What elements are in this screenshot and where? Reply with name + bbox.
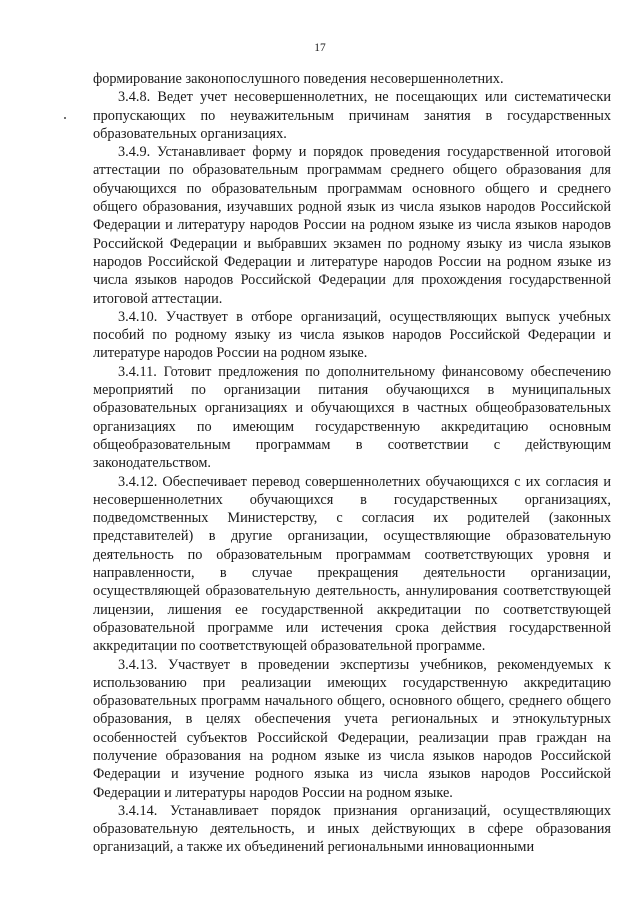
paragraph-3-4-10: 3.4.10. Участвует в отборе организаций, осуществляющих выпуск учебных пособий по родному языку из числа языков народов Российской Федерации и литературе народов России на родном языке. <box>93 308 611 362</box>
paragraph-3-4-8: 3.4.8. Ведет учет несовершеннолетних, не посещающих или систематически пропускающих по неуважительным причинам занятия в государственных образовательных организациях. <box>93 89 611 142</box>
paragraph-3-4-12: 3.4.12. Обеспечивает перевод совершеннолетних обучающихся с их согласия и несовершеннолетних обучающихся в государственных организациях, подведомственных Министерству, с согласия их родителей (законных представителей) в другие организации, осуществляющие образовательную деятельность по образовательным программам соответствующих уровня и направленности, в случае прекращения деятельности организации, осуществляющей образовательную деятельность, аннулирования соответствующей лицензии, лишения ее государственной аккредитации по соответствующей образовательной программе или истечения срока действия государственной аккредитации по соответствующей образовательной программе. <box>93 473 611 655</box>
page-number: 17 <box>314 42 326 54</box>
paragraph-3-4-11: 3.4.11. Готовит предложения по дополнительному финансовому обеспечению мероприятий по организации питания обучающихся в муниципальных образовательных организациях и обучающихся в частных общеобразовательных организациях по имеющим государственную аккредитацию основным общеобразовательным программам в соответствии с действующим законодательством. <box>93 363 611 472</box>
document-body <box>93 70 611 857</box>
continuation-paragraph: формирование законопослушного поведения несовершеннолетних. <box>93 71 504 87</box>
paragraph-3-4-9: 3.4.9. Устанавливает форму и порядок проведения государственной итоговой аттестации по образовательным программам среднего общего образования для обучающихся по образовательным программам основного общего и среднего общего образования, изучавших родной язык из числа языков народов Российской Федерации и литературу народов России на родном языке из числа языков народов Российской Федерации и выбравших экзамен по родному языку из числа языков народов Российской Федерации и литературе народов России на родном языке из числа языков народов Российской Федерации для прохождения государственной итоговой аттестации. <box>93 144 611 307</box>
scan-dot-mark <box>64 117 66 119</box>
paragraph-3-4-13: 3.4.13. Участвует в проведении экспертизы учебников, рекомендуемых к использованию при реализации имеющих государственную аккредитацию образовательных программ начального общего, основного общего, среднего общего образования, в целях обеспечения учета региональных и этнокультурных особенностей субъектов Российской Федерации, реализации прав граждан на получение образования на родном языке из числа языков народов Российской Федерации и изучение родного языка из числа языков народов Российской Федерации и литературы народов России на родном языке. <box>93 656 611 801</box>
paragraph-3-4-14: 3.4.14. Устанавливает порядок признания организаций, осуществляющих образовательную деятельность, и иных действующих в сфере образования организаций, а также их объединений региональными инновационными <box>93 802 611 856</box>
